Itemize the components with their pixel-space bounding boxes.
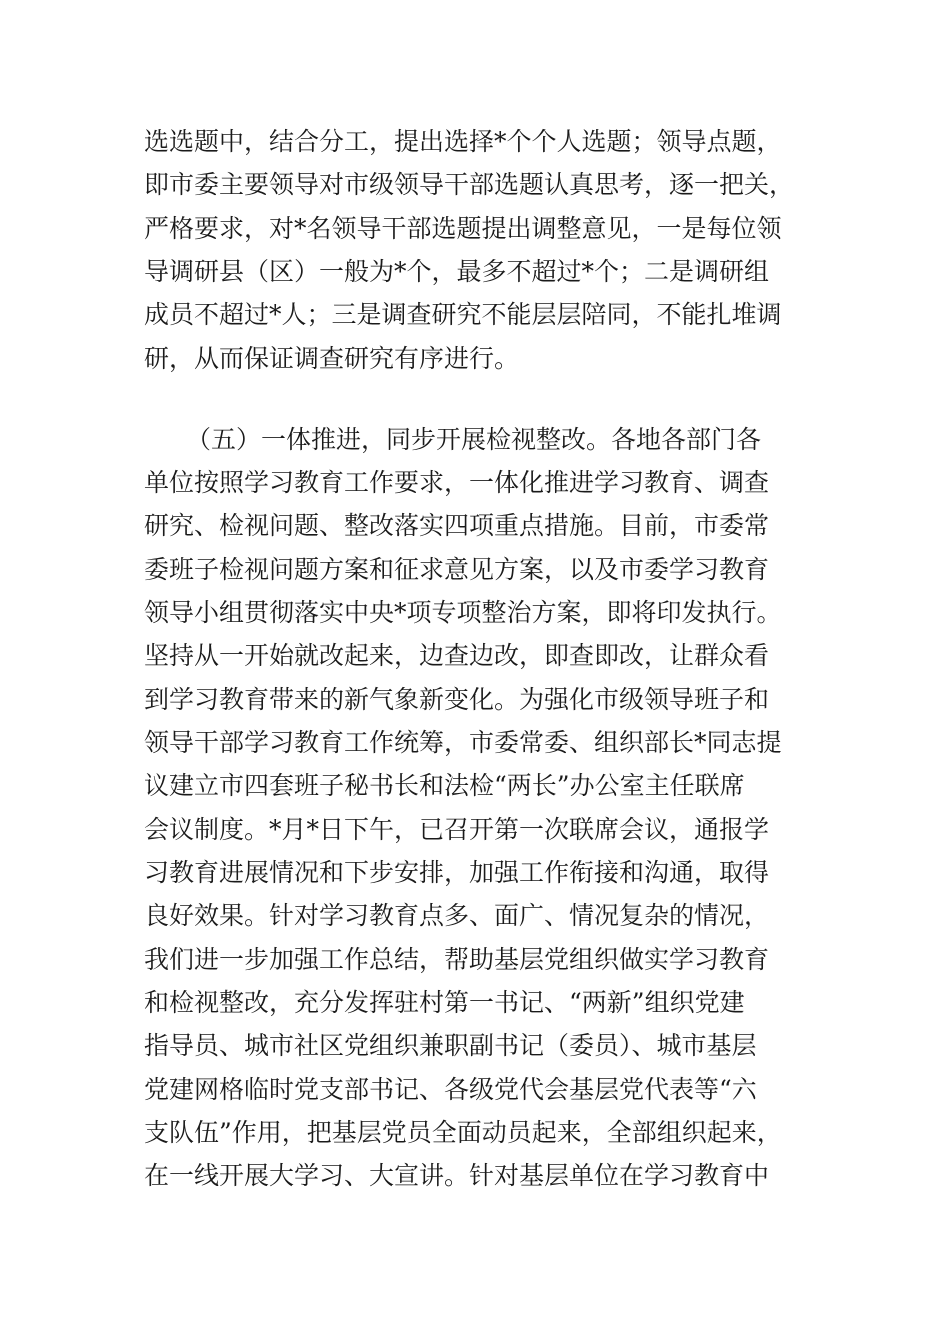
text-line: 领导干部学习教育工作统筹，市委常委、组织部长*同志提 bbox=[144, 728, 782, 757]
text-line: 成员不超过*人；三是调查研究不能层层陪同，不能扎堆调 bbox=[144, 300, 782, 329]
text-line: 即市委主要领导对市级领导干部选题认真思考，逐一把关， bbox=[144, 170, 795, 199]
text-line: 良好效果。针对学习教育点多、面广、情况复杂的情况， bbox=[144, 901, 770, 930]
text-line: 在一线开展大学习、大宣讲。针对基层单位在学习教育中 bbox=[144, 1161, 770, 1190]
text-line: 党建网格临时党支部书记、各级党代会基层党代表等“六 bbox=[144, 1075, 757, 1104]
text-line: 和检视整改，充分发挥驻村第一书记、“两新”组织党建 bbox=[144, 988, 745, 1017]
text-line: 委班子检视问题方案和征求意见方案，以及市委学习教育 bbox=[144, 555, 770, 584]
text-line: 导调研县（区）一般为*个，最多不超过*个；二是调研组 bbox=[144, 257, 770, 286]
text-line: 研究、检视问题、整改落实四项重点措施。目前，市委常 bbox=[144, 511, 770, 540]
text-line: 会议制度。*月*日下午，已召开第一次联席会议，通报学 bbox=[144, 815, 770, 844]
text-line: 指导员、城市社区党组织兼职副书记（委员）、城市基层 bbox=[144, 1031, 757, 1060]
text-line: 严格要求，对*名领导干部选题提出调整意见，一是每位领 bbox=[144, 214, 782, 243]
text-line: 坚持从一开始就改起来，边查边改，即查即改，让群众看 bbox=[144, 641, 770, 670]
text-line: 习教育进展情况和下步安排，加强工作衔接和沟通，取得 bbox=[144, 858, 770, 887]
text-line: 研，从而保证调查研究有序进行。 bbox=[144, 344, 520, 373]
text-line: 单位按照学习教育工作要求，一体化推进学习教育、调查 bbox=[144, 468, 770, 497]
text-line: 选选题中，结合分工，提出选择*个个人选题；领导点题， bbox=[144, 127, 782, 156]
text-line: 我们进一步加强工作总结，帮助基层党组织做实学习教育 bbox=[144, 945, 770, 974]
text-line: 领导小组贯彻落实中央*项专项整治方案，即将印发执行。 bbox=[144, 598, 782, 627]
text-line: 到学习教育带来的新气象新变化。为强化市级领导班子和 bbox=[144, 685, 770, 714]
text-line: 议建立市四套班子秘书长和法检“两长”办公室主任联席 bbox=[144, 771, 745, 800]
text-line: 支队伍”作用，把基层党员全面动员起来，全部组织起来， bbox=[144, 1118, 782, 1147]
text-line: （五）一体推进，同步开展检视整改。各地各部门各 bbox=[186, 425, 762, 454]
